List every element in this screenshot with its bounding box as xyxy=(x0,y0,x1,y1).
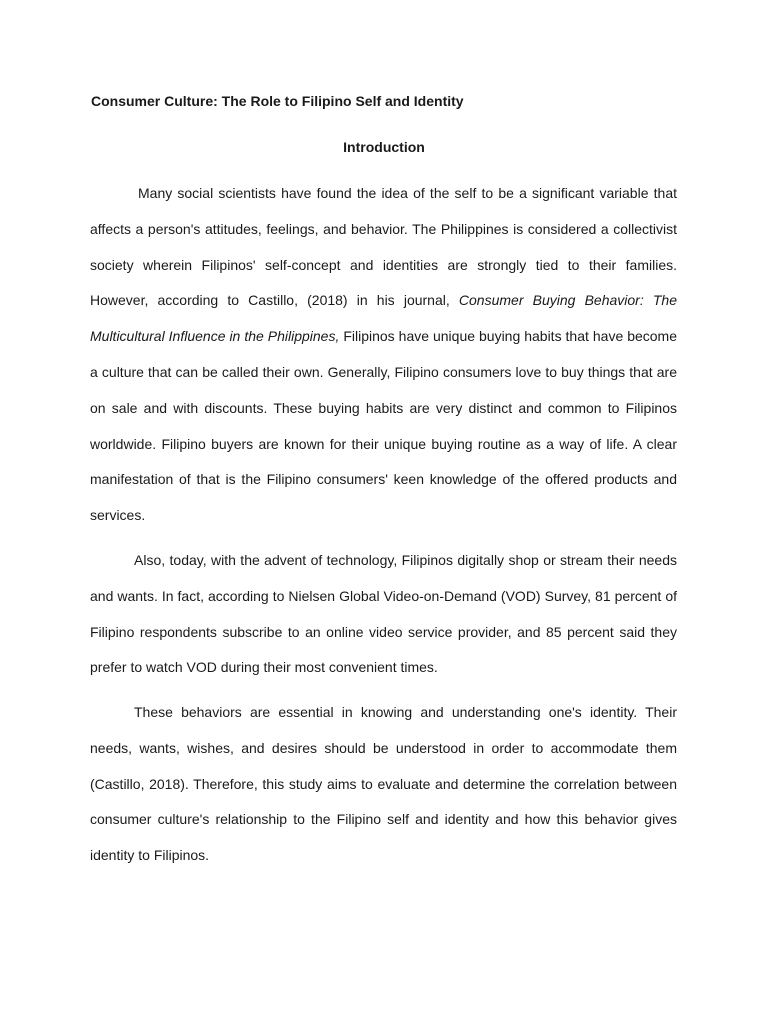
paragraph-3: These behaviors are essential in knowing and understanding one's identity. Their needs, wants, wishes, and desires should be understood in order to accommodate them (Castillo, 2018). Therefore, this study aims to evaluate and determine the correlation between consumer culture's relationship to the Filipino self and identity and how this behavior gives identity to Filipinos. xyxy=(90,704,677,864)
paragraph-1 xyxy=(90,176,677,534)
journal-title-italic: Consumer Buying Behavior: The Multicultural Influence in the Philippines, xyxy=(90,292,678,345)
section-heading xyxy=(0,139,768,155)
section-heading-text: Introduction xyxy=(343,139,425,155)
document-title: Consumer Culture: The Role to Filipino Self and Identity xyxy=(91,93,464,109)
paragraph-1-text-start: Many social scientists have found the idea of the self to be a significant variable that affects a person's attitudes, feelings, and behavior. The Philippines is considered a collectivist society wherein Filipinos' self-concept and identities are strongly tied to their families. However, according to Castillo, (2018) in his journal, xyxy=(90,185,677,309)
paragraph-2: Also, today, with the advent of technology, Filipinos digitally shop or stream their needs and wants. In fact, according to Nielsen Global Video-on-Demand (VOD) Survey, 81 percent of Filipino respondents subscribe to an online video service provider, and 85 percent said they prefer to watch VOD during their most convenient times. xyxy=(90,552,677,676)
paragraph-1-text-end: Filipinos have unique buying habits that have become a culture that can be called their own. Generally, Filipino consumers love to buy things that are on sale and with discounts. These buying habits are very distinct and common to Filipinos worldwide. Filipino buyers are known for their unique buying routine as a way of life. A clear manifestation of that is the Filipino consumers' keen knowledge of the offered products and services. xyxy=(90,328,678,524)
